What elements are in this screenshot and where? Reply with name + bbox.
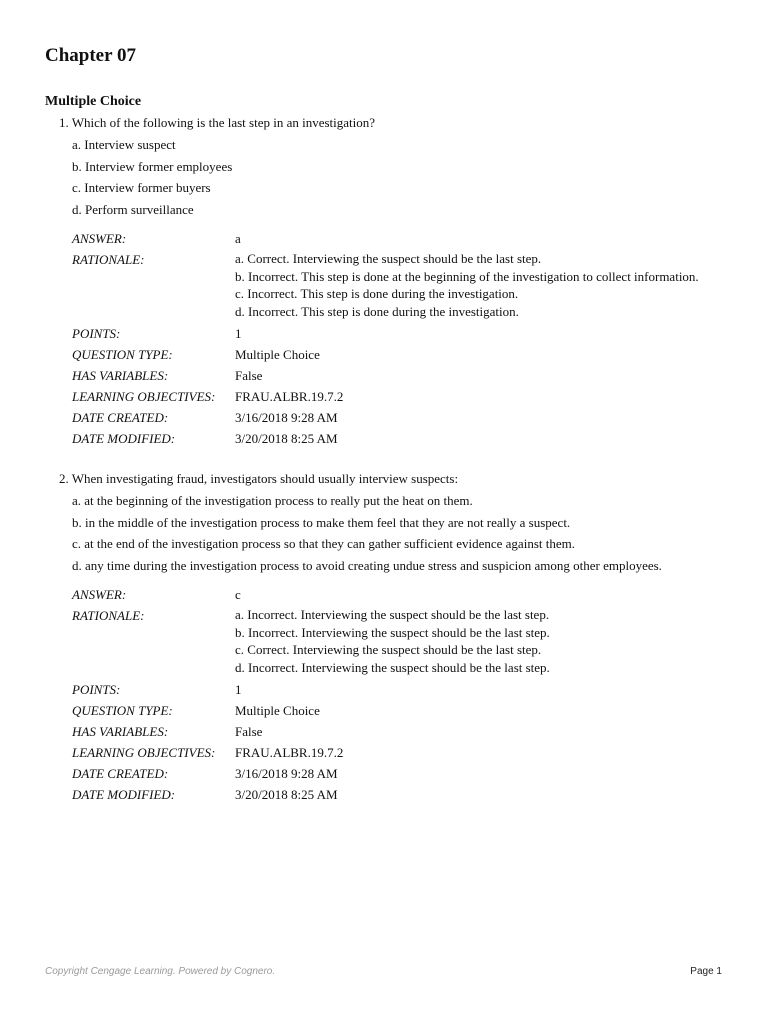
date-modified-row [72,428,699,449]
option-c: c. Interview former buyers [72,180,211,195]
question-type-row [72,700,550,721]
question-type-row [72,344,699,365]
rationale-row [72,605,550,679]
date-created-row [72,407,699,428]
date-created-label: DATE CREATED: [72,766,169,781]
date-created-value: 3/16/2018 9:28 AM [235,410,338,425]
option-d: d. any time during the investigation process to avoid creating undue stress and suspicion among other employees. [72,557,662,573]
answer-label: ANSWER: [72,587,127,602]
rationale-row [72,249,699,323]
learning-objectives-value: FRAU.ALBR.19.7.2 [235,389,344,404]
learning-objectives-label: LEARNING OBJECTIVES: [72,745,216,760]
learning-objectives-row [72,742,550,763]
has-variables-value: False [235,368,263,383]
rationale-line: b. Incorrect. Interviewing the suspect should be the last step. [235,624,550,640]
answer-options [72,490,662,576]
option-b: b. in the middle of the investigation process to make them feel that they are not really a suspect. [72,514,571,530]
has-variables-row [72,721,550,742]
has-variables-row [72,365,699,386]
rationale-line: d. Incorrect. Interviewing the suspect should be the last step. [235,659,550,675]
learning-objectives-label: LEARNING OBJECTIVES: [72,389,216,404]
answer-row [72,228,699,249]
question-type-value: Multiple Choice [235,703,320,718]
rationale-line: b. Incorrect. This step is done at the beginning of the investigation to collect information. [235,268,699,284]
answer-options [72,134,232,220]
question-metadata [72,228,699,449]
question-stem: 1. Which of the following is the last step in an investigation? [59,115,376,130]
section-title: Multiple Choice [45,94,142,109]
option-a: a. Interview suspect [72,137,176,152]
question-type-value: Multiple Choice [235,347,320,362]
rationale-line: d. Incorrect. This step is done during the investigation. [235,303,519,319]
option-c: c. at the end of the investigation process so that they can gather sufficient evidence against them. [72,536,575,551]
date-created-label: DATE CREATED: [72,410,169,425]
answer-label: ANSWER: [72,231,127,246]
rationale-line: a. Incorrect. Interviewing the suspect should be the last step. [235,607,550,622]
learning-objectives-value: FRAU.ALBR.19.7.2 [235,745,344,760]
points-label: POINTS: [72,326,121,341]
question-type-label: QUESTION TYPE: [72,347,173,362]
option-a: a. at the beginning of the investigation process to really put the heat on them. [72,493,473,508]
date-created-row [72,763,550,784]
has-variables-label: HAS VARIABLES: [72,368,169,383]
date-modified-value: 3/20/2018 8:25 AM [235,787,338,802]
copyright-notice: Copyright Cengage Learning. Powered by Cognero. [45,966,276,977]
has-variables-label: HAS VARIABLES: [72,724,169,739]
date-modified-row [72,784,550,805]
question-stem: 2. When investigating fraud, investigators should usually interview suspects: [59,471,459,486]
question-metadata [72,584,550,805]
points-value: 1 [235,682,242,697]
rationale-line: c. Incorrect. This step is done during the investigation. [235,286,519,301]
date-modified-label: DATE MODIFIED: [72,431,176,446]
rationale-label: RATIONALE: [72,252,145,267]
rationale-text [235,249,699,323]
option-d: d. Perform surveillance [72,201,194,217]
points-row [72,323,699,344]
points-label: POINTS: [72,682,121,697]
date-modified-value: 3/20/2018 8:25 AM [235,431,338,446]
learning-objectives-row [72,386,699,407]
rationale-line: a. Correct. Interviewing the suspect should be the last step. [235,251,542,266]
rationale-text [235,605,550,679]
date-created-value: 3/16/2018 9:28 AM [235,766,338,781]
answer-row [72,584,550,605]
chapter-title: Chapter 07 [45,45,136,66]
points-row [72,679,550,700]
answer-value: c [235,587,241,602]
page-number: Page 1 [690,966,722,977]
date-modified-label: DATE MODIFIED: [72,787,176,802]
points-value: 1 [235,326,242,341]
rationale-line: c. Correct. Interviewing the suspect should be the last step. [235,642,542,657]
has-variables-value: False [235,724,263,739]
rationale-label: RATIONALE: [72,608,145,623]
question-type-label: QUESTION TYPE: [72,703,173,718]
answer-value: a [235,231,241,246]
option-b: b. Interview former employees [72,158,233,174]
